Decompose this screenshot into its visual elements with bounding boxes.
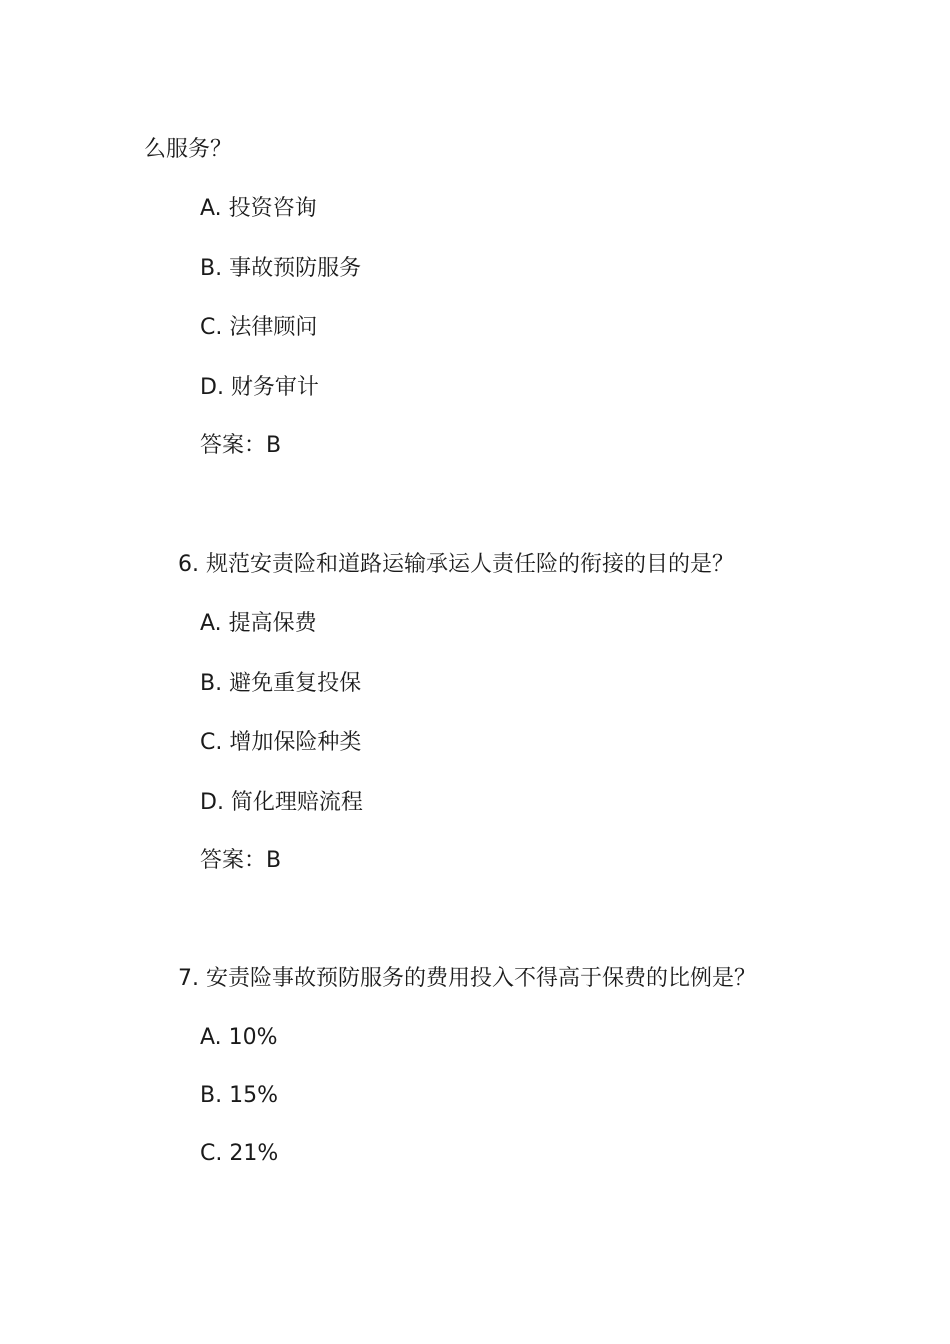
q6-option-d: D. 简化理赔流程: [200, 790, 363, 815]
q6-option-b: B. 避免重复投保: [200, 671, 362, 696]
q5-option-b: B. 事故预防服务: [200, 256, 362, 281]
q6-answer: 答案：B: [200, 848, 282, 873]
q7-option-a: A. 10%: [200, 1025, 278, 1050]
q7-option-b: B. 15%: [200, 1083, 278, 1108]
q5-option-d: D. 财务审计: [200, 375, 319, 400]
q5-option-c: C. 法律顾问: [200, 315, 318, 340]
q7-option-c: C. 21%: [200, 1141, 279, 1166]
q6-option-a: A. 提高保费: [200, 611, 317, 636]
q6-option-c: C. 增加保险种类: [200, 730, 362, 755]
q5-answer: 答案：B: [200, 433, 282, 458]
question-7: 7. 安责险事故预防服务的费用投入不得高于保费的比例是？: [178, 966, 756, 991]
q5-option-a: A. 投资咨询: [200, 196, 317, 221]
question-6: 6. 规范安责险和道路运输承运人责任险的衔接的目的是？: [178, 552, 734, 577]
question-5-continuation: 么服务？: [144, 137, 233, 162]
